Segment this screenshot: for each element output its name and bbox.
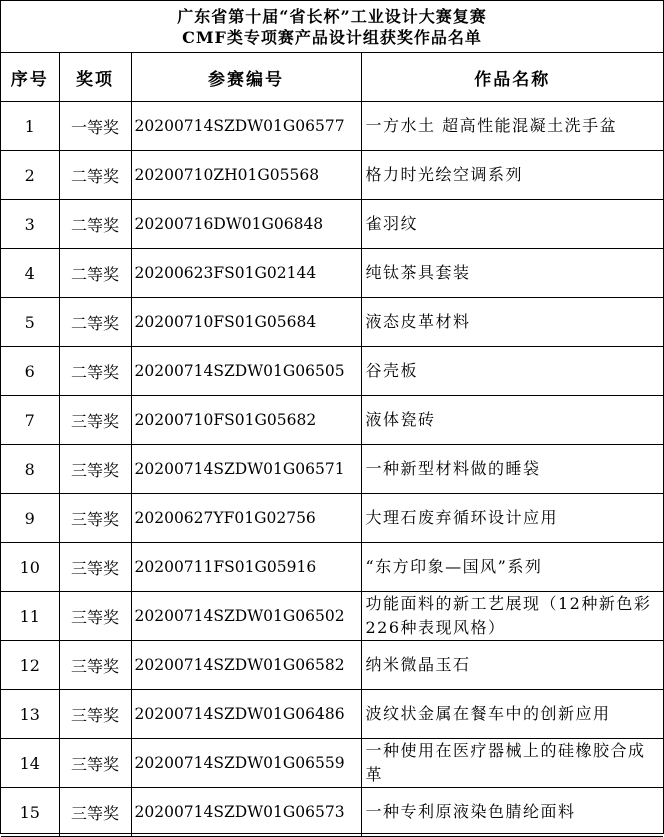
- entry-code-cell: 20200710FS01G05684: [131, 298, 361, 347]
- serial-number-cell: 10: [1, 543, 59, 592]
- table-row: [1, 739, 663, 788]
- entry-code-cell: 20200714SZDW01G06573: [131, 788, 361, 837]
- table-row: [1, 494, 663, 543]
- serial-number-cell: 11: [1, 592, 59, 641]
- award-cell: 三等奖: [59, 690, 131, 739]
- award-cell: 三等奖: [59, 592, 131, 641]
- serial-number-cell: 8: [1, 445, 59, 494]
- serial-number-cell: 4: [1, 249, 59, 298]
- serial-number-cell: 5: [1, 298, 59, 347]
- award-cell: 二等奖: [59, 249, 131, 298]
- award-cell: 二等奖: [59, 151, 131, 200]
- table-header-row: [1, 53, 663, 102]
- table-row: [1, 298, 663, 347]
- award-cell: 三等奖: [59, 788, 131, 837]
- work-name-cell: “东方印象—国风”系列: [361, 543, 663, 592]
- award-cell: 三等奖: [59, 445, 131, 494]
- table-row: [1, 396, 663, 445]
- title-line-1: 广东省第十届“省长杯”工业设计大赛复赛: [177, 6, 487, 26]
- entry-code-cell: 20200710ZH01G05568: [131, 151, 361, 200]
- serial-number-cell: 14: [1, 739, 59, 788]
- header-work-name: 作品名称: [361, 53, 663, 102]
- entry-code-cell: 20200716DW01G06848: [131, 200, 361, 249]
- serial-number-cell: 9: [1, 494, 59, 543]
- work-name-cell: 雀羽纹: [361, 200, 663, 249]
- entry-code-cell: 20200627YF01G02756: [131, 494, 361, 543]
- table-row: [1, 641, 663, 690]
- award-cell: 二等奖: [59, 200, 131, 249]
- award-cell: 三等奖: [59, 739, 131, 788]
- work-name-cell: 大理石废弃循环设计应用: [361, 494, 663, 543]
- entry-code-cell: 20200714SZDW01G06502: [131, 592, 361, 641]
- title-line-2: CMF类专项赛产品设计组获奖作品名单: [182, 27, 482, 47]
- work-name-cell: 纳米微晶玉石: [361, 641, 663, 690]
- award-cell: 一等奖: [59, 102, 131, 151]
- award-cell: 三等奖: [59, 494, 131, 543]
- table-row: [1, 347, 663, 396]
- entry-code-cell: 20200714SZDW01G06571: [131, 445, 361, 494]
- table-row: [1, 200, 663, 249]
- table-row: [1, 151, 663, 200]
- serial-number-cell: 6: [1, 347, 59, 396]
- work-name-cell: 一方水土 超高性能混凝土洗手盆: [361, 102, 663, 151]
- table-row: [1, 249, 663, 298]
- work-name-cell: 功能面料的新工艺展现（12种新色彩226种表现风格）: [361, 592, 663, 641]
- serial-number-cell: 15: [1, 788, 59, 837]
- table-row: [1, 102, 663, 151]
- serial-number-cell: 13: [1, 690, 59, 739]
- table-row: [1, 592, 663, 641]
- serial-number-cell: 2: [1, 151, 59, 200]
- award-table: [1, 53, 663, 837]
- work-name-cell: 一种专利原液染色腈纶面料: [361, 788, 663, 837]
- work-name-cell: 一种使用在医疗器械上的硅橡胶合成革: [361, 739, 663, 788]
- entry-code-cell: 20200714SZDW01G06559: [131, 739, 361, 788]
- award-cell: 三等奖: [59, 641, 131, 690]
- award-cell: 二等奖: [59, 298, 131, 347]
- header-award: 奖项: [59, 53, 131, 102]
- entry-code-cell: 20200714SZDW01G06582: [131, 641, 361, 690]
- award-cell: 二等奖: [59, 347, 131, 396]
- entry-code-cell: 20200623FS01G02144: [131, 249, 361, 298]
- award-cell: 三等奖: [59, 396, 131, 445]
- work-name-cell: 谷壳板: [361, 347, 663, 396]
- serial-number-cell: 1: [1, 102, 59, 151]
- work-name-cell: 液态皮革材料: [361, 298, 663, 347]
- table-row: [1, 445, 663, 494]
- table-row: [1, 690, 663, 739]
- serial-number-cell: 7: [1, 396, 59, 445]
- entry-code-cell: 20200710FS01G05682: [131, 396, 361, 445]
- entry-code-cell: 20200711FS01G05916: [131, 543, 361, 592]
- work-name-cell: 波纹状金属在餐车中的创新应用: [361, 690, 663, 739]
- serial-number-cell: 3: [1, 200, 59, 249]
- award-cell: 三等奖: [59, 543, 131, 592]
- header-serial-number: 序号: [1, 53, 59, 102]
- header-entry-code: 参赛编号: [131, 53, 361, 102]
- document-title: [1, 1, 663, 53]
- work-name-cell: 液体瓷砖: [361, 396, 663, 445]
- table-row: [1, 788, 663, 837]
- work-name-cell: 一种新型材料做的睡袋: [361, 445, 663, 494]
- serial-number-cell: 12: [1, 641, 59, 690]
- entry-code-cell: 20200714SZDW01G06505: [131, 347, 361, 396]
- entry-code-cell: 20200714SZDW01G06577: [131, 102, 361, 151]
- entry-code-cell: 20200714SZDW01G06486: [131, 690, 361, 739]
- table-row: [1, 543, 663, 592]
- work-name-cell: 纯钛茶具套装: [361, 249, 663, 298]
- work-name-cell: 格力时光绘空调系列: [361, 151, 663, 200]
